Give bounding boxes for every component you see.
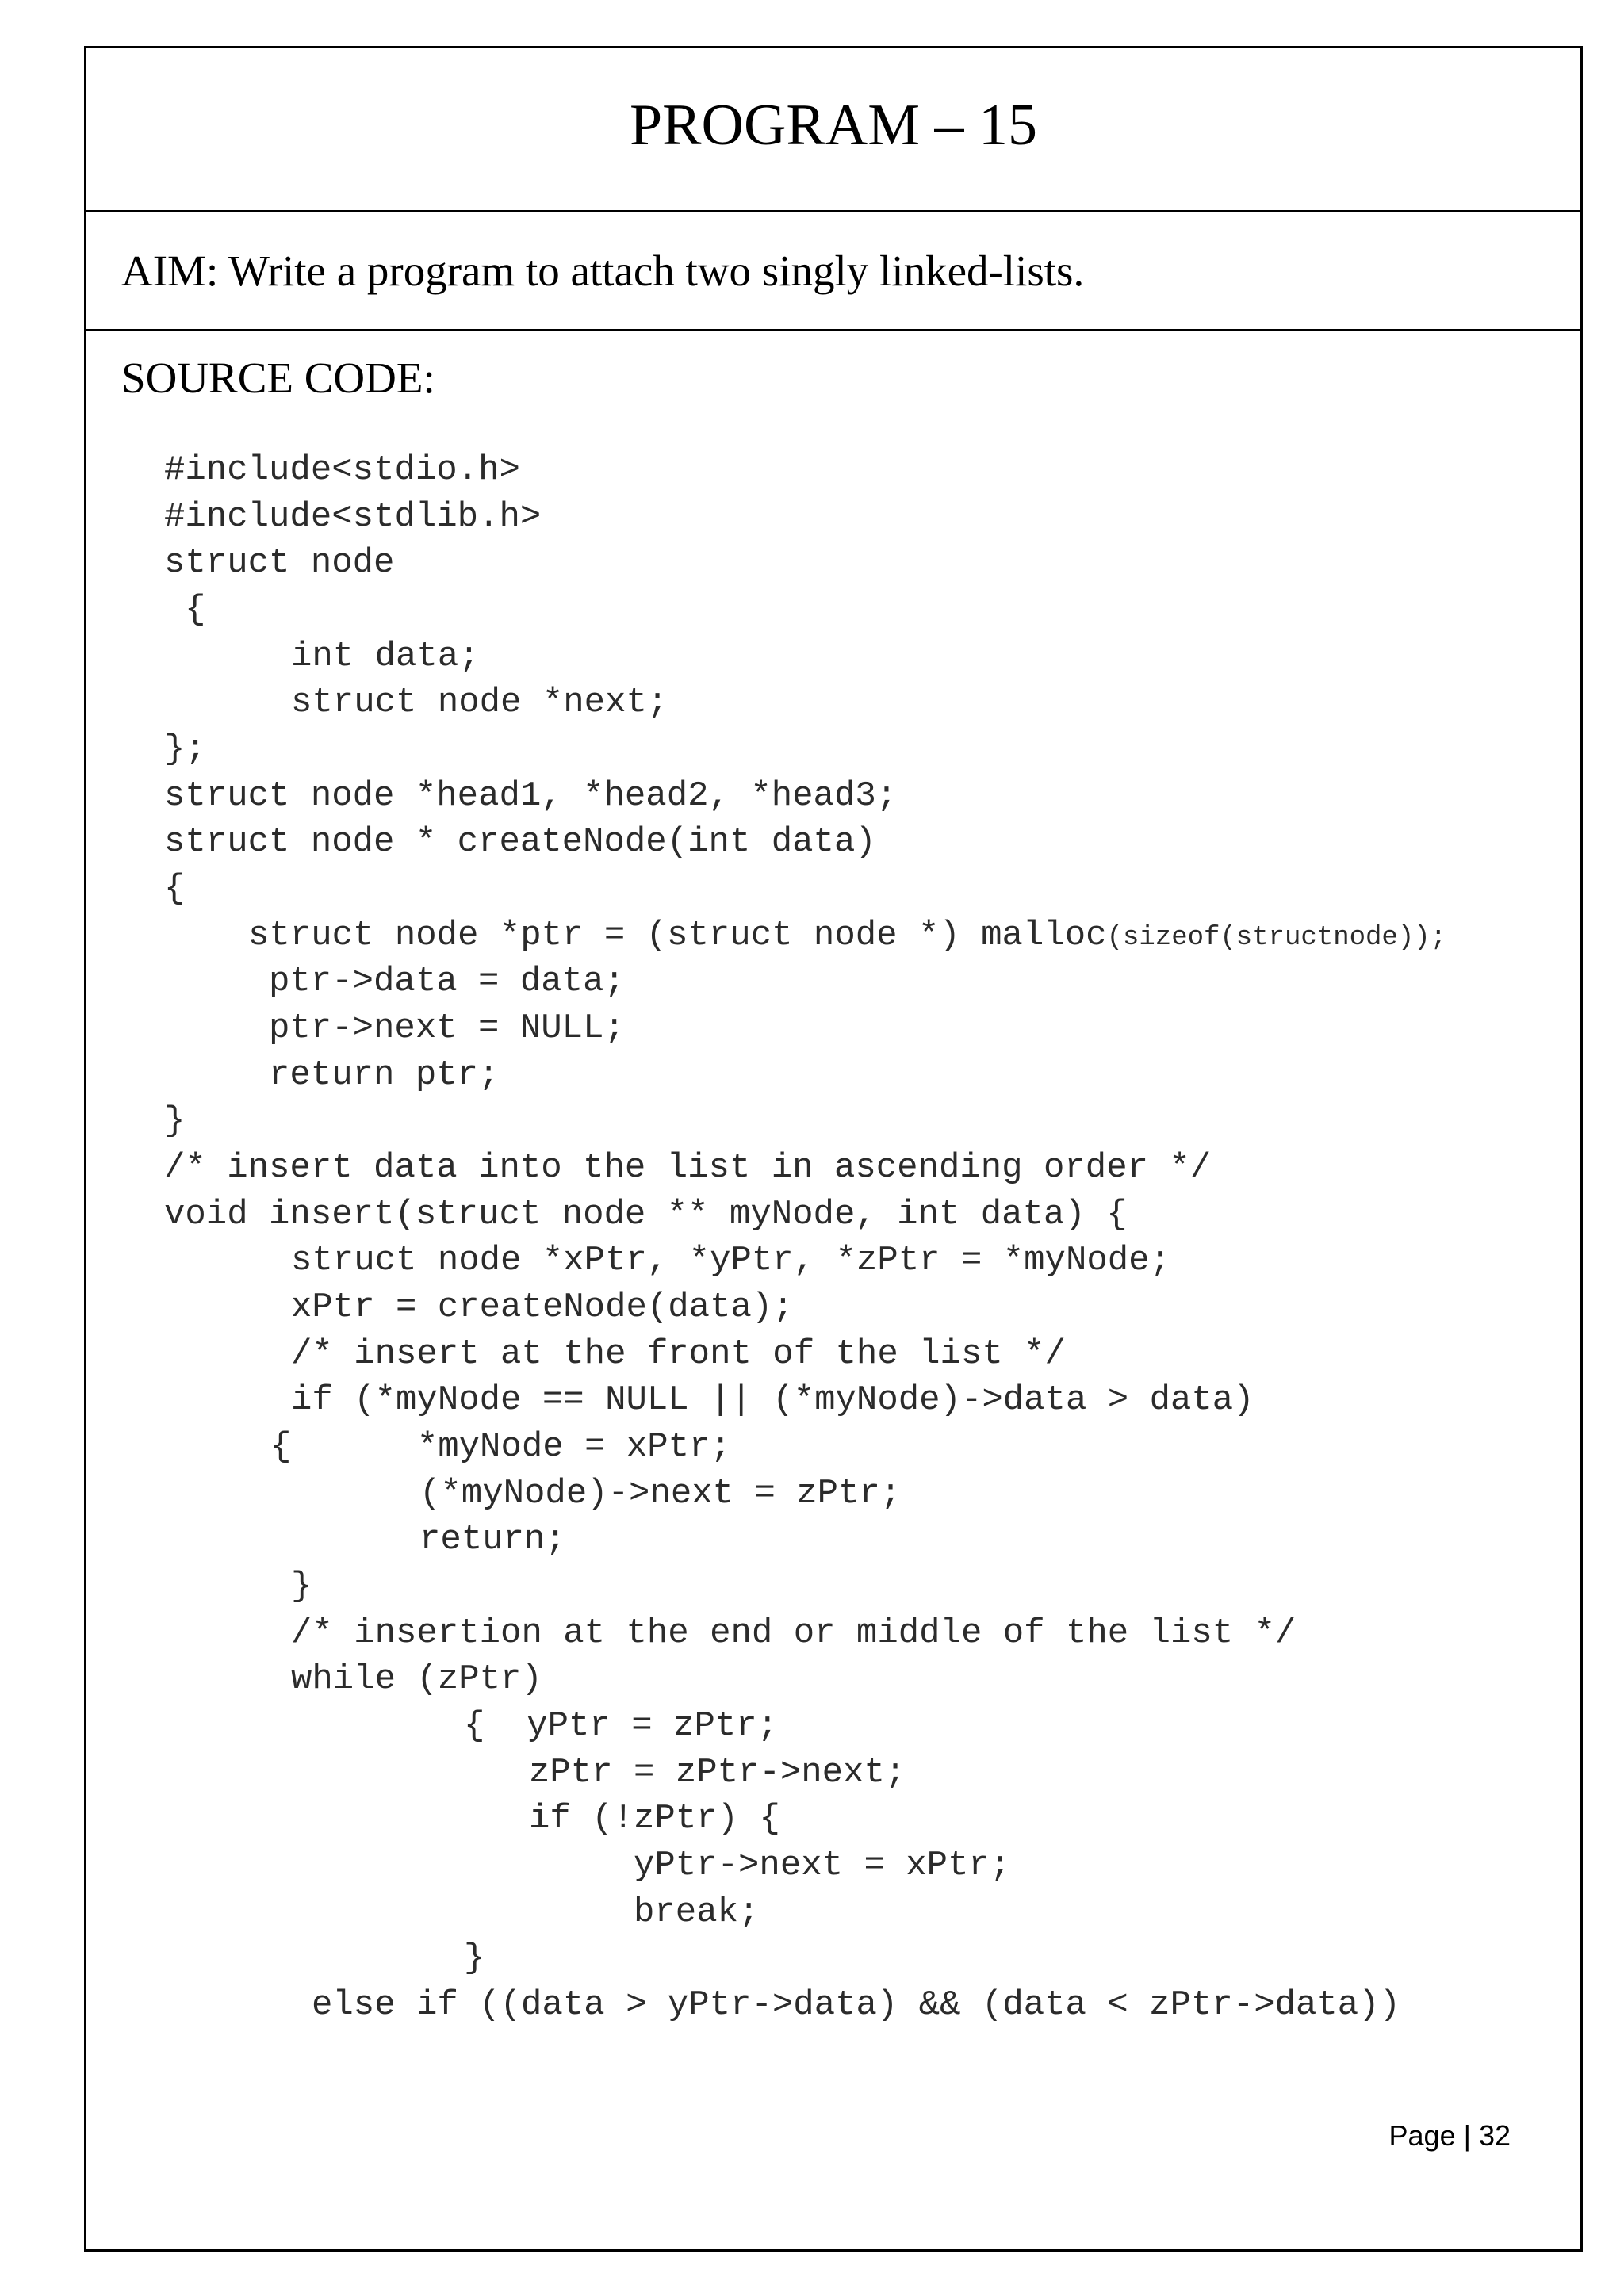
code-line: else if ((data > yPtr->data) && (data < zPtr->data)) — [312, 1985, 1401, 2025]
code-line: int data; — [291, 637, 480, 676]
code-line: return; — [419, 1520, 566, 1559]
program-title: PROGRAM – 15 — [630, 93, 1037, 158]
code-line: while (zPtr) — [291, 1659, 542, 1699]
code-segment: struct node *ptr = (struct node *) malloc — [248, 916, 1107, 955]
code-line: struct node *next; — [291, 683, 668, 722]
code-line: struct node — [164, 543, 395, 583]
code-line: #include<stdlib.h> — [164, 497, 542, 537]
code-line: return ptr; — [269, 1055, 500, 1095]
code-line: ptr->next = NULL; — [269, 1008, 625, 1048]
code-line: struct node *head1, *head2, *head3; — [164, 776, 898, 816]
code-line: { yPtr = zPtr; — [464, 1706, 779, 1746]
code-segment: (sizeof(structnode)); — [1106, 923, 1447, 953]
code-line: yPtr->next = xPtr; — [634, 1846, 1011, 1885]
source-code-heading: SOURCE CODE: — [121, 354, 435, 402]
code-line: zPtr = zPtr->next; — [529, 1753, 906, 1793]
page-number: Page | 32 — [1388, 2119, 1511, 2152]
code-line: { — [185, 590, 206, 629]
code-line: { — [164, 869, 186, 909]
code-line: }; — [164, 729, 206, 769]
code-line: xPtr = createNode(data); — [291, 1288, 794, 1327]
title-section — [86, 48, 1580, 212]
code-line: struct node * createNode(int data) — [164, 822, 876, 862]
code-line: if (*myNode == NULL || (*myNode)->data > data) — [291, 1380, 1254, 1420]
code-line: } — [164, 1101, 186, 1141]
code-line: (*myNode)->next = zPtr; — [419, 1474, 902, 1513]
code-line: ptr->data = data; — [269, 962, 625, 1001]
code-line: break; — [634, 1892, 760, 1932]
code-line: } — [291, 1567, 312, 1606]
aim-section — [86, 212, 1580, 331]
code-line: void insert(struct node ** myNode, int data) { — [164, 1195, 1128, 1234]
code-line: } — [464, 1938, 485, 1978]
code-line: #include<stdio.h> — [164, 450, 520, 490]
code-line: { *myNode = xPtr; — [270, 1427, 731, 1467]
code-line: if (!zPtr) { — [529, 1799, 780, 1839]
code-line — [248, 918, 1446, 953]
code-line: /* insertion at the end or middle of the list */ — [291, 1613, 1297, 1653]
code-line: /* insert at the front of the list */ — [291, 1334, 1066, 1374]
code-line: /* insert data into the list in ascending order */ — [164, 1148, 1212, 1188]
page-frame — [84, 46, 1583, 2252]
aim-text: AIM: Write a program to attach two singly linked-lists. — [121, 247, 1085, 295]
code-line: struct node *xPtr, *yPtr, *zPtr = *myNode; — [291, 1241, 1170, 1280]
